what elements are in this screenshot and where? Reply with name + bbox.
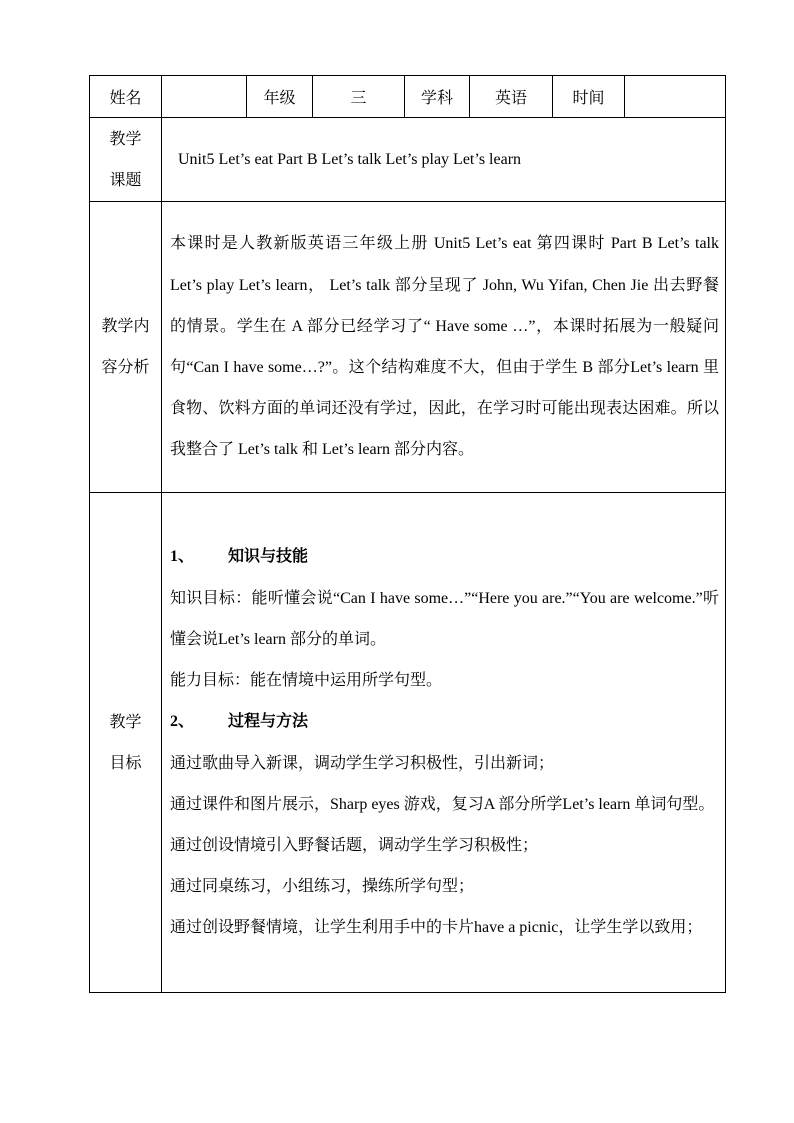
section1-title: 知识与技能 bbox=[228, 548, 309, 566]
header-row bbox=[90, 76, 726, 118]
objectives-row bbox=[90, 493, 726, 993]
topic-label-line2: 课题 bbox=[109, 171, 142, 189]
grade-label: 年级 bbox=[247, 76, 313, 118]
time-value bbox=[625, 76, 726, 118]
ability-objective: 能力目标：能在情境中运用所学句型。 bbox=[170, 672, 443, 690]
objectives-label-line1: 教学 bbox=[109, 713, 142, 731]
section2-title: 过程与方法 bbox=[228, 713, 309, 731]
lesson-plan-table bbox=[89, 75, 726, 993]
subject-label: 学科 bbox=[405, 76, 470, 118]
section1-number: 1、 bbox=[170, 548, 195, 566]
analysis-label bbox=[90, 202, 162, 493]
process-item: 通过歌曲导入新课，调动学生学习积极性，引出新词； bbox=[170, 754, 555, 772]
section2-number: 2、 bbox=[170, 713, 195, 731]
objectives-label bbox=[90, 493, 162, 993]
subject-value: 英语 bbox=[470, 76, 553, 118]
section2-heading bbox=[170, 701, 719, 742]
process-item: 通过创设野餐情境，让学生利用手中的卡片have a picnic，让学生学以致用； bbox=[170, 919, 703, 937]
analysis-text: 本课时是人教新版英语三年级上册 Unit5 Let’s eat 第四课时 Part B Let’s talk Let’s play Let’s learn， Let’s talk 部分呈现了 John, Wu Yifan, Chen Jie 出去野餐的情景。学生在 A 部分已经学习了“ Have some …”，本课时拓展为一般疑问句“Can I have some…?”。这个结构难度不大，但由于学生 B 部分Let’s learn 里食物、饮料方面的单词还没有学过，因此，在学习时可能出现表达困难。所以我整合了 Let’s talk 和 Let’s learn 部分内容。 bbox=[162, 202, 726, 493]
topic-row bbox=[90, 118, 726, 202]
topic-text: Unit5 Let’s eat Part B Let’s talk Let’s play Let’s learn bbox=[162, 118, 726, 202]
analysis-label-line1: 教学内 bbox=[101, 318, 150, 335]
topic-label bbox=[90, 118, 162, 202]
process-item: 通过同桌练习，小组练习，操练所学句型； bbox=[170, 878, 475, 896]
grade-value: 三 bbox=[313, 76, 405, 118]
analysis-row bbox=[90, 202, 726, 493]
section1-heading bbox=[170, 536, 719, 577]
process-item: 通过课件和图片展示，Sharp eyes 游戏，复习A 部分所学Let’s learn 单词句型。 bbox=[170, 795, 715, 813]
process-item: 通过创设情境引入野餐话题，调动学生学习积极性； bbox=[170, 836, 539, 854]
analysis-label-line2: 容分析 bbox=[101, 359, 150, 376]
objectives-content bbox=[162, 493, 726, 993]
topic-label-line1: 教学 bbox=[109, 130, 142, 148]
time-label: 时间 bbox=[553, 76, 625, 118]
name-label: 姓名 bbox=[90, 76, 162, 118]
name-value bbox=[162, 76, 247, 118]
knowledge-objective: 知识目标：能听懂会说“Can I have some…”“Here you are.”“You are welcome.”听懂会说Let’s learn 部分的单词。 bbox=[170, 589, 719, 648]
objectives-label-line2: 目标 bbox=[109, 754, 142, 772]
